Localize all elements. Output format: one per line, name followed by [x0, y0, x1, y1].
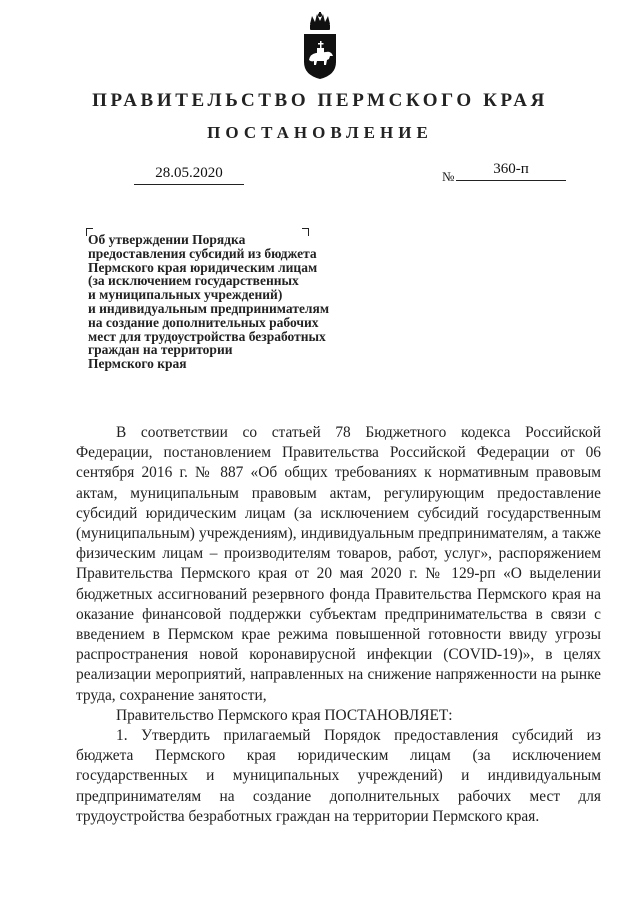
subject-line: Пермского края	[88, 356, 187, 372]
subject-line: на создание дополнительных рабочих	[88, 314, 319, 330]
perm-bear-crest-icon	[300, 12, 340, 80]
subject-line: Об утверждении Порядка	[88, 232, 246, 247]
document-type-heading: ПОСТАНОВЛЕНИЕ	[207, 123, 433, 142]
subject-line: предоставления субсидий из бюджета	[88, 245, 317, 261]
subject-line: и муниципальных учреждений)	[88, 287, 283, 303]
number-label: №	[442, 169, 455, 184]
government-title: ПРАВИТЕЛЬСТВО ПЕРМСКОГО КРАЯ	[92, 90, 548, 111]
preamble-paragraph: В соответствии со статьей 78 Бюджетного кодекса Российской Федерации, постановлением Правительства Российской Федерации от 06 сентября 2016 г. № 887 «Об общих требованиях к нормативным правовым актам, муниципальным правовым актам, регулирующим предоставление субсидий юридическим лицам (за исключением субсидий государственным (муниципальным) учреждениям), индивидуальным предпринимателям, а также физическим лицам – производителям товаров, работ, услуг», распоряжением Правительства Пермского края от 20 мая 2020 г. № 129-рп «О выделении бюджетных ассигнований резервного фонда Правительства Пермского края на оказание финансовой поддержки субъектам предпринимательства в связи с введением в Пермском крае режима повышенной готовности ввиду угрозы распространения новой коронавирусной инфекции (COVID-19)», в целях реализации мероприятий, направленных на снижение напряженности на рынке труда, сохранение занятости,	[76, 424, 601, 704]
subject-line: и индивидуальным предпринимателям	[88, 300, 330, 316]
document-date: 28.05.2020	[134, 164, 244, 185]
document-subject	[88, 233, 388, 371]
subject-line: граждан на территории	[88, 342, 233, 358]
document-number: 360-п	[456, 160, 566, 181]
item-1-paragraph: 1. Утвердить прилагаемый Порядок предоставления субсидий из бюджета Пермского края юридическим лицам (за исключением государственных и муниципальных учреждений) и индивидуальным предпринимателям на создание дополнительных рабочих мест для трудоустройства безработных граждан на территории Пермского края.	[76, 727, 601, 825]
resolution-clause: Правительство Пермского края ПОСТАНОВЛЯЕТ:	[116, 706, 453, 724]
subject-line: (за исключением государственных	[88, 273, 299, 289]
subject-line: Пермского края юридическим лицам	[88, 259, 318, 275]
coat-of-arms-emblem	[300, 12, 340, 85]
document-body	[76, 423, 601, 827]
subject-line: мест для трудоустройства безработных	[88, 328, 326, 344]
